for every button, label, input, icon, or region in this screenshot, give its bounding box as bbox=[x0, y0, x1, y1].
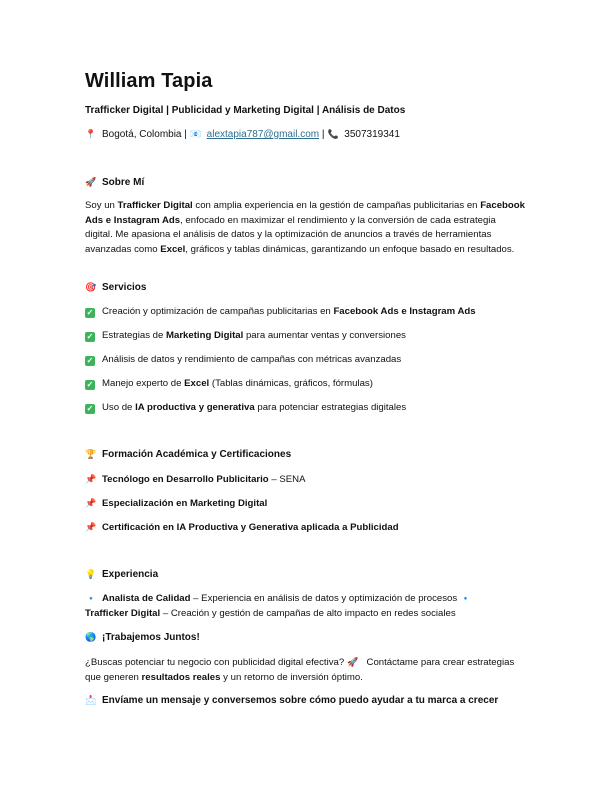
phone-number: 3507319341 bbox=[344, 129, 400, 140]
cta-heading: 🌎 ¡Trabajemos Juntos! bbox=[85, 632, 200, 643]
rocket-icon: 🚀 bbox=[85, 177, 97, 187]
pushpin-icon: 📌 bbox=[85, 498, 97, 508]
diamond-icon: 🔹 bbox=[460, 594, 471, 603]
check-icon: ✓ bbox=[86, 332, 94, 341]
cta-paragraph: ¿Buscas potenciar tu negocio con publicidad digital efectiva? 🚀 Contáctame para crear estrategias que generen resultados reales y un retorno de inversión óptimo. bbox=[85, 657, 515, 683]
map-pin-icon: 📍 bbox=[85, 129, 97, 139]
service-item: ✓ Uso de IA productiva y generativa para potenciar estrategias digitales bbox=[86, 402, 407, 413]
contact-line: 📍 Bogotá, Colombia | 📧 alextapia787@gmail.com | 📞 3507319341 bbox=[85, 129, 400, 140]
pushpin-icon: 📌 bbox=[85, 522, 97, 532]
about-heading: 🚀 Sobre Mí bbox=[85, 177, 145, 188]
rocket-icon: 🚀 bbox=[347, 657, 359, 667]
phone-icon: 📞 bbox=[327, 129, 339, 139]
lightbulb-icon: 💡 bbox=[85, 569, 97, 579]
target-icon: 🎯 bbox=[85, 282, 97, 292]
education-item: 📌 Certificación en IA Productiva y Generativa aplicada a Publicidad bbox=[85, 522, 399, 533]
closing-line: 📩 Envíame un mensaje y conversemos sobre cómo puedo ayudar a tu marca a crecer bbox=[85, 695, 499, 706]
check-icon: ✓ bbox=[86, 404, 94, 413]
service-item: ✓ Creación y optimización de campañas publicitarias en Facebook Ads e Instagram Ads bbox=[86, 306, 476, 317]
location: Bogotá, Colombia bbox=[102, 129, 182, 140]
experience-paragraph: 🔹 Analista de Calidad – Experiencia en análisis de datos y optimización de procesos 🔹 Trafficker Digital – Creación y gestión de campañas de alto impacto en redes sociales bbox=[85, 593, 471, 619]
service-item: ✓ Análisis de datos y rendimiento de campañas con métricas avanzadas bbox=[86, 354, 402, 365]
service-item: ✓ Manejo experto de Excel (Tablas dinámicas, gráficos, fórmulas) bbox=[86, 378, 373, 389]
check-icon: ✓ bbox=[86, 380, 94, 389]
pushpin-icon: 📌 bbox=[85, 474, 97, 484]
services-heading: 🎯 Servicios bbox=[85, 282, 147, 293]
globe-icon: 🌎 bbox=[85, 632, 97, 642]
email-link[interactable]: alextapia787@gmail.com bbox=[206, 129, 320, 140]
education-item: 📌 Especialización en Marketing Digital bbox=[85, 498, 268, 509]
check-icon: ✓ bbox=[86, 308, 94, 317]
trophy-icon: 🏆 bbox=[85, 449, 97, 459]
check-icon: ✓ bbox=[86, 356, 94, 365]
experience-heading: 💡 Experiencia bbox=[85, 569, 159, 580]
about-paragraph: Soy un Trafficker Digital con amplia experiencia en la gestión de campañas publicitarias en Facebook Ads e Instagram Ads, enfocado en maximizar el rendimiento y la conversión de cada estrategia digital. Me apasiona el análisis de datos y la optimización de anuncios a través de herramientas avanzadas como Excel, gráficos y tablas dinámicas, garantizando un enfoque basado en resultados. bbox=[85, 200, 525, 255]
diamond-icon: 🔹 bbox=[86, 594, 96, 603]
education-item: 📌 Tecnólogo en Desarrollo Publicitario – SENA bbox=[85, 474, 306, 485]
inbox-icon: 📩 bbox=[85, 695, 97, 705]
service-item: ✓ Estrategias de Marketing Digital para aumentar ventas y conversiones bbox=[86, 330, 406, 341]
education-heading: 🏆 Formación Académica y Certificaciones bbox=[85, 449, 292, 460]
name-heading: William Tapia bbox=[85, 70, 213, 92]
mail-icon: 📧 bbox=[190, 129, 202, 139]
subtitle: Trafficker Digital | Publicidad y Marketing Digital | Análisis de Datos bbox=[85, 105, 406, 116]
